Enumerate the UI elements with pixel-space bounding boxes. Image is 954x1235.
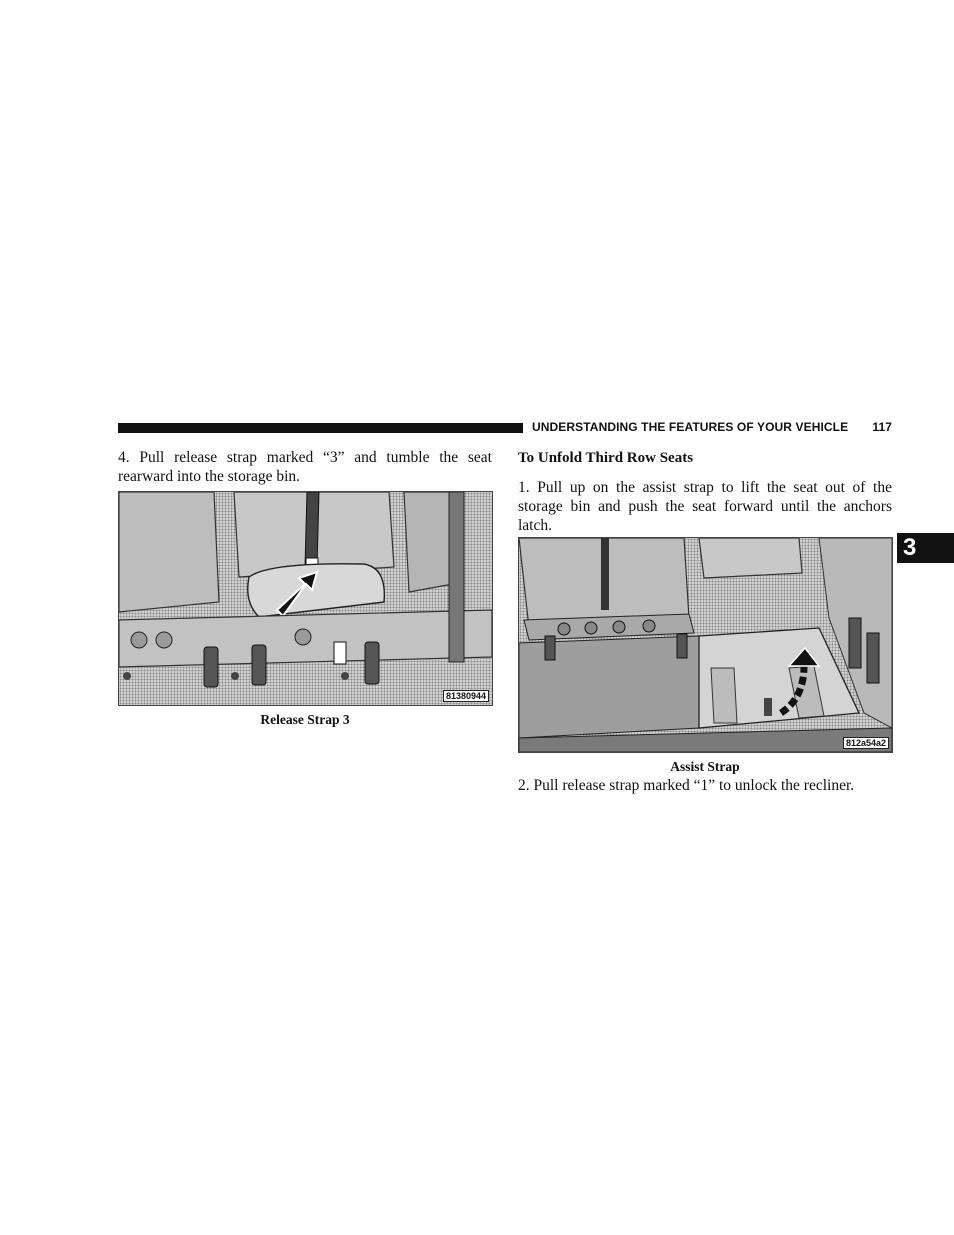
release-strap-illustration: [119, 492, 492, 705]
step-2-block: [518, 776, 892, 795]
step-2-text: 2. Pull release strap marked “1” to unlock the recliner.: [518, 777, 855, 794]
page-number: 117: [872, 420, 892, 434]
section-heading: To Unfold Third Row Seats: [518, 450, 694, 466]
figure-code: 812a54a2: [843, 737, 889, 749]
assist-strap-figure: [518, 537, 893, 753]
step-1-block: [518, 478, 892, 535]
chapter-tab[interactable]: 3: [897, 533, 954, 563]
figure-code: 81380944: [443, 690, 489, 702]
assist-strap-caption: Assist Strap: [670, 759, 740, 774]
running-header: [532, 420, 892, 434]
assist-strap-illustration: [519, 538, 892, 752]
header-rule: [118, 423, 523, 433]
release-strap-caption: Release Strap 3: [260, 712, 350, 727]
right-column: [518, 450, 892, 467]
section-title: UNDERSTANDING THE FEATURES OF YOUR VEHICLE: [532, 420, 849, 434]
left-column: [118, 448, 492, 486]
step-4-text: 4. Pull release strap marked “3” and tumble the seat rearward into the storage bin.: [118, 449, 492, 485]
release-strap-figure: [118, 491, 493, 706]
step-1-text: 1. Pull up on the assist strap to lift the seat out of the storage bin and push the seat forward until the anchors latch.: [518, 479, 892, 534]
